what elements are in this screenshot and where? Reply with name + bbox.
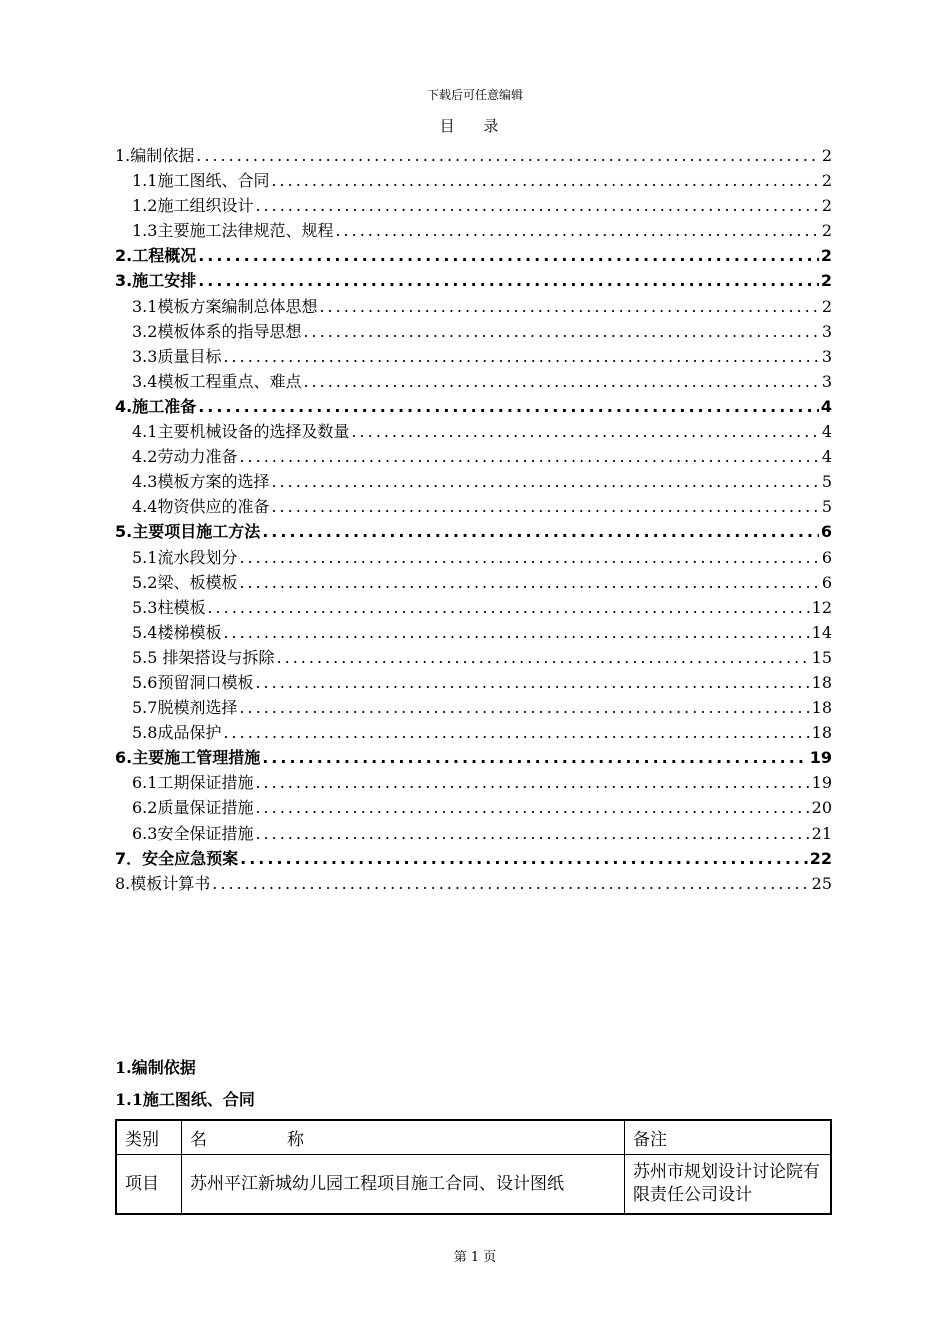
toc-entry-page: 19 bbox=[809, 748, 832, 768]
toc-leader-dots bbox=[223, 620, 809, 645]
page-footer: 第 1 页 bbox=[453, 1250, 497, 1265]
toc-entry[interactable] bbox=[115, 394, 832, 419]
table-of-contents bbox=[115, 143, 832, 896]
header-note: 下载后可任意编辑 bbox=[426, 88, 523, 102]
toc-entry-page: 4 bbox=[820, 396, 832, 416]
toc-entry-page: 19 bbox=[811, 773, 832, 793]
toc-entry-page: 6 bbox=[821, 547, 832, 567]
toc-entry[interactable] bbox=[115, 670, 832, 695]
toc-entry[interactable] bbox=[115, 168, 832, 193]
toc-entry-page: 12 bbox=[811, 597, 832, 617]
toc-entry-label: 1.2施工组织设计 bbox=[132, 196, 254, 216]
toc-entry-label: 4.3模板方案的选择 bbox=[132, 472, 270, 492]
toc-entry-page: 2 bbox=[821, 221, 832, 241]
toc-leader-dots bbox=[198, 394, 819, 419]
toc-entry-page: 14 bbox=[811, 622, 832, 642]
toc-leader-dots bbox=[207, 595, 809, 620]
toc-entry[interactable] bbox=[115, 846, 832, 871]
cell-name: 苏州平江新城幼儿园工程项目施工合同、设计图纸 bbox=[182, 1155, 625, 1215]
column-header-name-part1: 名 bbox=[190, 1130, 207, 1150]
toc-entry[interactable] bbox=[115, 570, 832, 595]
toc-leader-dots bbox=[240, 846, 808, 871]
toc-entry[interactable] bbox=[115, 595, 832, 620]
toc-leader-dots bbox=[196, 143, 820, 168]
toc-entry-label: 6.3安全保证措施 bbox=[132, 823, 254, 843]
toc-entry[interactable] bbox=[115, 695, 832, 720]
toc-entry-page: 15 bbox=[811, 647, 832, 667]
toc-leader-dots bbox=[255, 193, 819, 218]
toc-entry[interactable] bbox=[115, 369, 832, 394]
toc-leader-dots bbox=[271, 168, 819, 193]
toc-entry[interactable] bbox=[115, 419, 832, 444]
toc-entry-page: 22 bbox=[809, 848, 832, 868]
toc-entry-label: 6.主要施工管理措施 bbox=[115, 748, 261, 768]
toc-entry-label: 5.4楼梯模板 bbox=[132, 622, 222, 642]
toc-entry-label: 5.5 排架搭设与拆除 bbox=[132, 647, 275, 667]
toc-leader-dots bbox=[255, 670, 809, 695]
toc-entry-page: 18 bbox=[811, 723, 832, 743]
toc-entry[interactable] bbox=[115, 268, 832, 293]
toc-entry-page: 2 bbox=[820, 246, 832, 266]
toc-entry-label: 5.6预留洞口模板 bbox=[132, 672, 254, 692]
toc-entry[interactable] bbox=[115, 519, 832, 544]
toc-leader-dots bbox=[239, 695, 809, 720]
toc-entry[interactable] bbox=[115, 319, 832, 344]
toc-entry[interactable] bbox=[115, 645, 832, 670]
toc-entry-label: 2.工程概况 bbox=[115, 246, 197, 266]
toc-entry-page: 3 bbox=[821, 321, 832, 341]
toc-entry[interactable] bbox=[115, 821, 832, 846]
toc-entry[interactable] bbox=[115, 745, 832, 770]
toc-entry[interactable] bbox=[115, 218, 832, 243]
toc-entry-page: 2 bbox=[820, 271, 832, 291]
toc-entry-label: 5.1流水段划分 bbox=[132, 547, 238, 567]
toc-entry-label: 6.2质量保证措施 bbox=[132, 798, 254, 818]
toc-entry-page: 25 bbox=[811, 873, 832, 893]
toc-entry-page: 2 bbox=[821, 296, 832, 316]
toc-entry-page: 20 bbox=[811, 798, 832, 818]
toc-entry-label: 6.1工期保证措施 bbox=[132, 773, 254, 793]
toc-leader-dots bbox=[271, 469, 819, 494]
toc-entry-label: 5.8成品保护 bbox=[132, 723, 222, 743]
cell-category: 项目 bbox=[116, 1155, 182, 1215]
toc-leader-dots bbox=[239, 570, 819, 595]
column-header-category: 类别 bbox=[116, 1120, 182, 1155]
toc-leader-dots bbox=[335, 218, 819, 243]
table-row bbox=[116, 1155, 831, 1215]
section-heading: 1.编制依据 bbox=[115, 1058, 196, 1077]
toc-entry-label: 4.1主要机械设备的选择及数量 bbox=[132, 422, 350, 442]
toc-entry[interactable] bbox=[115, 469, 832, 494]
toc-entry-label: 5.7脱模剂选择 bbox=[132, 698, 238, 718]
toc-leader-dots bbox=[255, 770, 809, 795]
toc-entry-page: 21 bbox=[811, 823, 832, 843]
toc-entry-label: 5.主要项目施工方法 bbox=[115, 522, 261, 542]
documents-table bbox=[115, 1119, 832, 1215]
toc-leader-dots bbox=[255, 795, 809, 820]
column-header-name-part2: 称 bbox=[287, 1130, 304, 1150]
toc-entry[interactable] bbox=[115, 871, 832, 896]
toc-leader-dots bbox=[212, 871, 809, 896]
toc-entry-label: 4.施工准备 bbox=[115, 396, 197, 416]
toc-entry-label: 3.4模板工程重点、难点 bbox=[132, 371, 302, 391]
toc-entry-label: 1.3主要施工法律规范、规程 bbox=[132, 221, 334, 241]
toc-entry-label: 5.2梁、板模板 bbox=[132, 572, 238, 592]
toc-entry-page: 3 bbox=[821, 346, 832, 366]
toc-entry[interactable] bbox=[115, 494, 832, 519]
subsection-heading: 1.1施工图纸、合同 bbox=[115, 1090, 255, 1109]
toc-entry-page: 2 bbox=[821, 171, 832, 191]
toc-entry-label: 5.3柱模板 bbox=[132, 597, 206, 617]
toc-leader-dots bbox=[262, 745, 808, 770]
toc-entry-label: 1.编制依据 bbox=[115, 146, 195, 165]
toc-entry-label: 1.1施工图纸、合同 bbox=[132, 171, 270, 191]
toc-entry-label: 8.模板计算书 bbox=[115, 873, 211, 893]
toc-entry-label: 3.施工安排 bbox=[115, 271, 197, 291]
toc-entry[interactable] bbox=[115, 444, 832, 469]
toc-entry-label: 4.2劳动力准备 bbox=[132, 447, 238, 467]
toc-entry-label: 3.2模板体系的指导思想 bbox=[132, 321, 302, 341]
toc-entry-label: 3.1模板方案编制总体思想 bbox=[132, 296, 318, 316]
toc-entry-page: 18 bbox=[811, 698, 832, 718]
toc-entry[interactable] bbox=[115, 620, 832, 645]
toc-entry-label: 3.3质量目标 bbox=[132, 346, 222, 366]
toc-entry-label: 7．安全应急预案 bbox=[115, 848, 239, 868]
toc-leader-dots bbox=[239, 545, 819, 570]
toc-leader-dots bbox=[255, 821, 809, 846]
toc-title: 目 录 bbox=[439, 117, 511, 135]
table-header-row bbox=[116, 1120, 831, 1155]
toc-entry[interactable] bbox=[115, 795, 832, 820]
toc-entry-page: 3 bbox=[821, 371, 832, 391]
toc-leader-dots bbox=[239, 444, 819, 469]
column-header-name bbox=[182, 1120, 625, 1155]
toc-leader-dots bbox=[303, 369, 819, 394]
toc-entry-page: 2 bbox=[821, 146, 832, 165]
toc-entry[interactable] bbox=[115, 344, 832, 369]
toc-leader-dots bbox=[198, 243, 819, 268]
toc-entry[interactable] bbox=[115, 545, 832, 570]
toc-entry[interactable] bbox=[115, 193, 832, 218]
cell-remarks: 苏州市规划设计讨论院有限责任公司设计 bbox=[625, 1155, 832, 1215]
toc-leader-dots bbox=[277, 645, 810, 670]
toc-entry-page: 5 bbox=[821, 472, 832, 492]
toc-entry[interactable] bbox=[115, 243, 832, 268]
column-header-remarks: 备注 bbox=[625, 1120, 832, 1155]
toc-leader-dots bbox=[198, 268, 819, 293]
toc-entry[interactable] bbox=[115, 143, 832, 168]
toc-entry-page: 4 bbox=[821, 422, 832, 442]
toc-entry-label: 4.4物资供应的准备 bbox=[132, 497, 270, 517]
toc-leader-dots bbox=[351, 419, 819, 444]
toc-leader-dots bbox=[223, 344, 819, 369]
toc-entry[interactable] bbox=[115, 720, 832, 745]
toc-leader-dots bbox=[223, 720, 809, 745]
toc-entry-page: 18 bbox=[811, 672, 832, 692]
toc-entry[interactable] bbox=[115, 294, 832, 319]
toc-entry-page: 4 bbox=[821, 447, 832, 467]
toc-leader-dots bbox=[319, 294, 819, 319]
toc-leader-dots bbox=[262, 519, 819, 544]
toc-entry-page: 6 bbox=[821, 572, 832, 592]
toc-leader-dots bbox=[303, 319, 819, 344]
toc-leader-dots bbox=[271, 494, 819, 519]
toc-entry-page: 2 bbox=[821, 196, 832, 216]
toc-entry-page: 6 bbox=[820, 522, 832, 542]
toc-entry[interactable] bbox=[115, 770, 832, 795]
toc-entry-page: 5 bbox=[821, 497, 832, 517]
